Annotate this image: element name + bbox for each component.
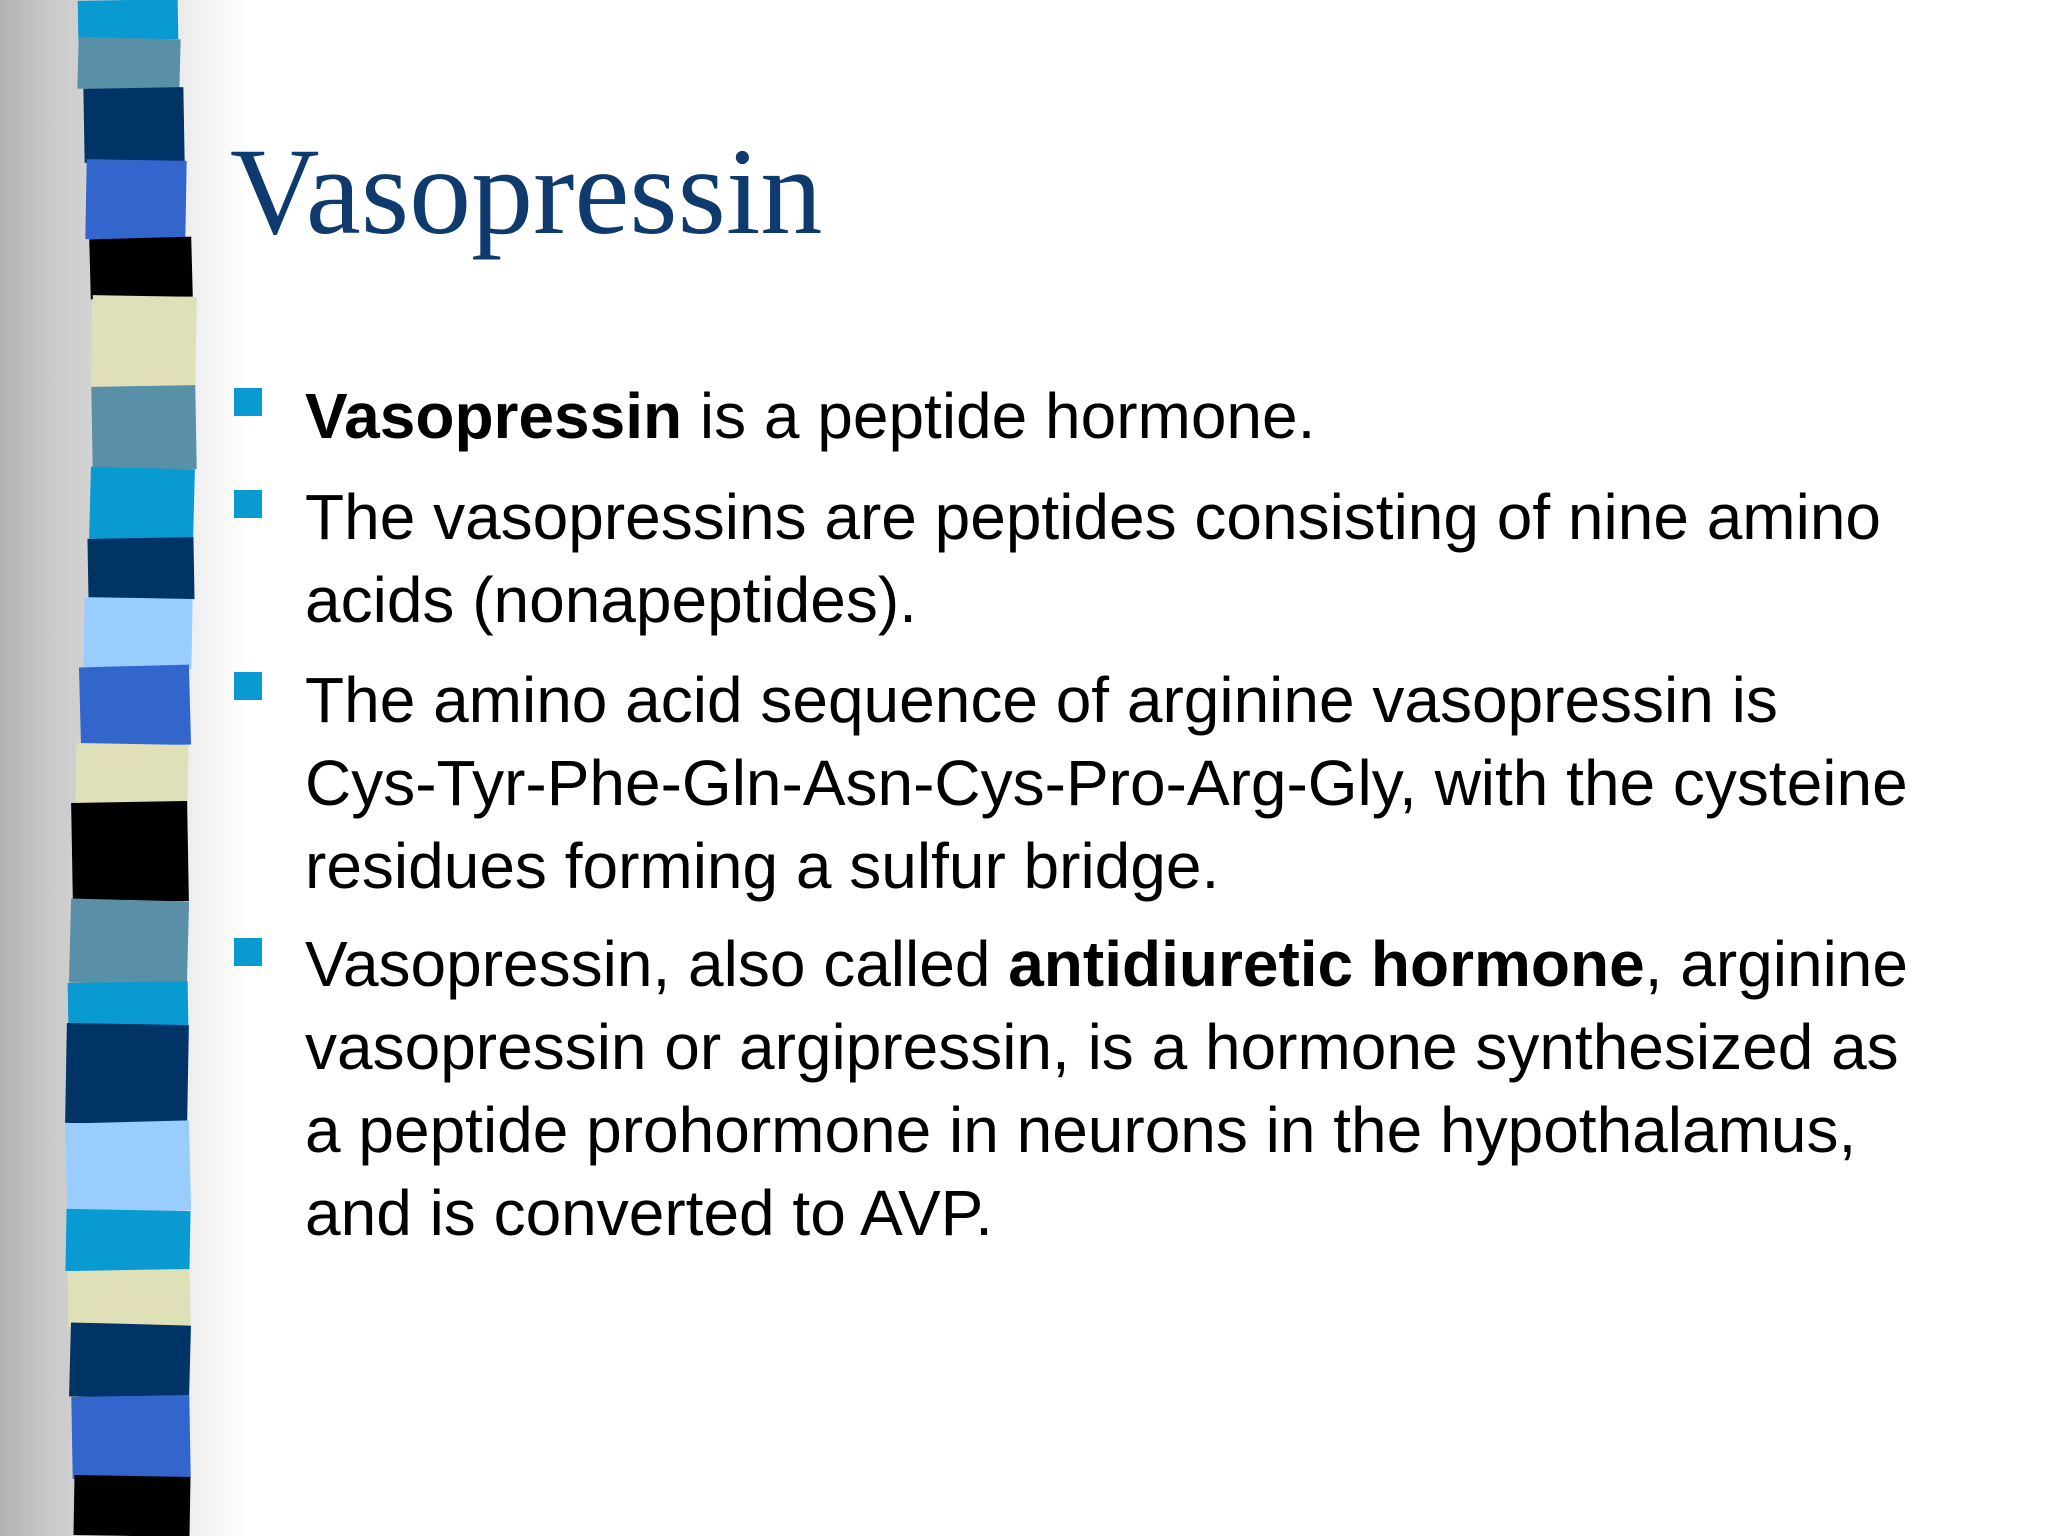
bullet-text-rest: is a peptide hormone.: [682, 380, 1316, 452]
bold-term: antidiuretic hormone: [1008, 928, 1645, 1000]
bullet-square-icon: [234, 672, 262, 700]
bullet-square-icon: [234, 938, 262, 966]
bullet-text: The amino acid sequence of arginine vasopressin is Cys-Tyr-Phe-Gln-Asn-Cys-Pro-Arg-Gly, with the cysteine residues forming a sulfur bridge.: [305, 664, 1908, 902]
slide-title: Vasopressin: [230, 123, 823, 260]
bullet-square-icon: [234, 490, 262, 518]
bullet-text: [305, 923, 2045, 1255]
bullet-text-post: , arginine vasopressin or argipressin, is a hormone synthesized as a peptide prohormone in neurons in the hypothalamus, and is converted to AVP.: [305, 928, 1908, 1249]
bullet-square-icon: [234, 388, 262, 416]
bullet-text-pre: Vasopressin, also called: [305, 928, 1009, 1000]
bold-term: Vasopressin: [305, 380, 683, 452]
bullet-text: The vasopressins are peptides consisting of nine amino acids (nonapeptides).: [305, 481, 1881, 636]
bullet-text: [305, 375, 2045, 458]
